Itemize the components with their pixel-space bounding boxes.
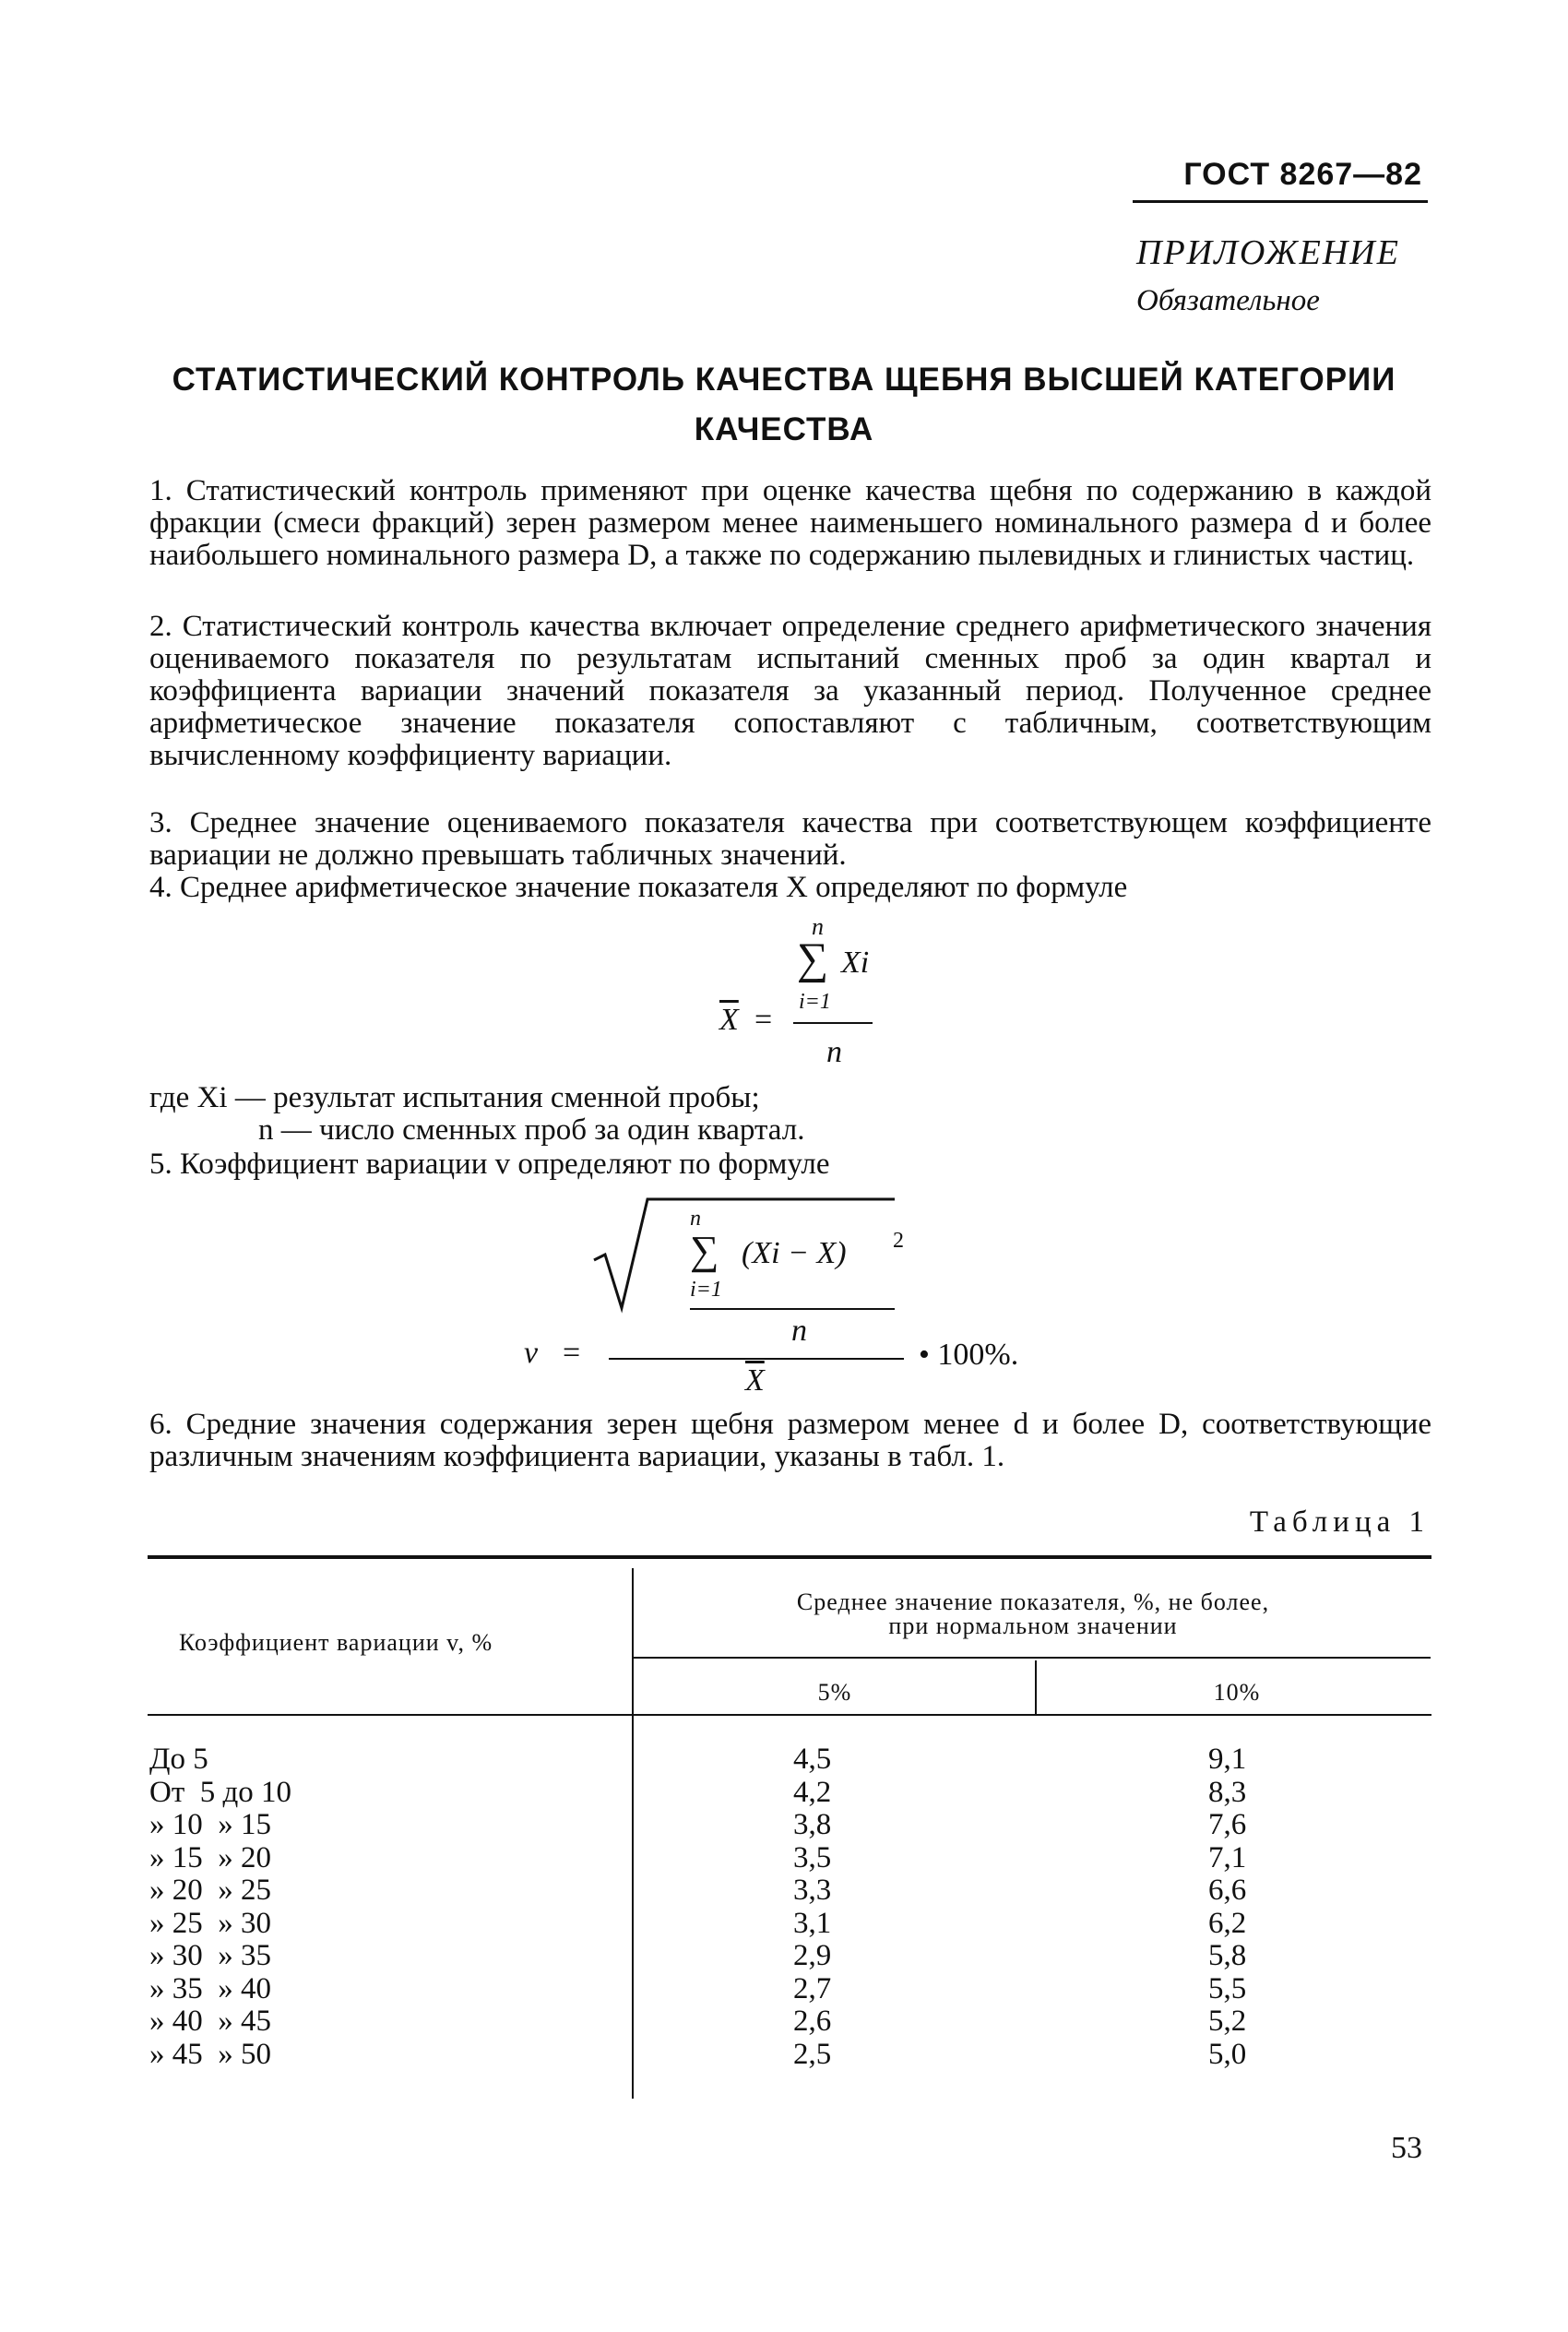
denominator: n — [826, 1035, 842, 1069]
deviation-term: (Xi − X) — [742, 1236, 847, 1270]
row-label: » 30 » 35 — [149, 1939, 271, 1972]
appendix-label: ПРИЛОЖЕНИЕ — [1136, 233, 1400, 272]
column-header-10pct: 10% — [1213, 1679, 1261, 1706]
inner-denominator: n — [791, 1314, 807, 1348]
cell-5pct: 3,8 — [793, 1808, 832, 1841]
paragraph-6: 6. Средние значения содержания зерен щебня размером менее d и более D, соответствующие различным значениям коэффициента вариации, указаны в табл. 1. — [149, 1408, 1431, 1473]
sum-term: Xi — [841, 946, 870, 980]
header-rule — [1133, 200, 1428, 203]
percent-factor: • 100%. — [919, 1338, 1019, 1372]
row-label: » 40 » 45 — [149, 2005, 271, 2038]
table-header-rule — [148, 1714, 1431, 1716]
cell-10pct: 8,3 — [1208, 1775, 1247, 1809]
equals-sign: = — [563, 1336, 581, 1370]
sum-upper-limit: n — [690, 1207, 701, 1231]
paragraph-3: 3. Среднее значение оцениваемого показателя качества при соответствующем коэффициенте вариации не должно превышать табличных значений. — [149, 806, 1431, 872]
row-label: » 45 » 50 — [149, 2037, 271, 2071]
sum-lower-limit: i=1 — [799, 990, 831, 1014]
inner-fraction-bar — [690, 1308, 895, 1310]
table-subcolumn-divider — [1035, 1660, 1037, 1714]
document-code: ГОСТ 8267—82 — [1183, 157, 1422, 192]
row-label: До 5 — [149, 1743, 208, 1776]
row-label: » 10 » 15 — [149, 1808, 271, 1841]
sigma-symbol: ∑ — [690, 1228, 719, 1273]
paragraph-1: 1. Статистический контроль применяют при оценке качества щебня по содержанию в каждой фракции (смеси фракций) зерен размером менее наименьшего номинального размера d и более наибольшего номинального размера D, а также по содержанию пылевидных и глинистых частиц. — [149, 474, 1431, 572]
row-label: » 15 » 20 — [149, 1840, 271, 1874]
square-exponent: 2 — [893, 1229, 904, 1253]
row-label: От 5 до 10 — [149, 1775, 292, 1809]
sum-lower-limit: i=1 — [690, 1278, 722, 1302]
main-fraction-bar — [609, 1358, 904, 1360]
appendix-status: Обязательное — [1136, 284, 1320, 317]
cell-5pct: 3,3 — [793, 1874, 832, 1907]
cv-symbol: v — [524, 1336, 539, 1370]
cell-5pct: 3,1 — [793, 1906, 832, 1940]
sum-upper-limit: n — [812, 913, 824, 940]
where-line-1: где Xi — результат испытания сменной пробы; — [149, 1081, 760, 1114]
cell-5pct: 2,9 — [793, 1939, 832, 1972]
cell-10pct: 5,0 — [1208, 2037, 1247, 2071]
fraction-bar — [793, 1022, 873, 1024]
paragraph-2: 2. Статистический контроль качества включает определение среднего арифметического значения оцениваемого показателя по результатам испытаний сменных проб за один квартал и коэффициента вариации значений показателя за указанный период. Полученное среднее арифметическое значение показателя сопоставляют с табличным, соответствующим вычисленному коэффициенту вариации. — [149, 610, 1431, 772]
paragraph-5: 5. Коэффициент вариации v определяют по формуле — [149, 1148, 830, 1181]
table-group-rule — [634, 1657, 1431, 1659]
cell-10pct: 6,2 — [1208, 1906, 1247, 1940]
row-label: » 25 » 30 — [149, 1906, 271, 1940]
cell-10pct: 5,5 — [1208, 1971, 1247, 2005]
paragraph-4: 4. Среднее арифметическое значение показателя X определяют по формуле — [149, 871, 1128, 904]
row-label: » 20 » 25 — [149, 1874, 271, 1907]
cell-10pct: 5,2 — [1208, 2005, 1247, 2038]
column-header-5pct: 5% — [817, 1679, 852, 1706]
cell-5pct: 2,6 — [793, 2005, 832, 2038]
cell-5pct: 2,5 — [793, 2037, 832, 2071]
mean-denominator: $\overline{X}$ — [745, 1363, 765, 1398]
page-number: 53 — [1391, 2131, 1422, 2165]
cell-10pct: 7,6 — [1208, 1808, 1247, 1841]
mean-symbol: $\overline{X}$ — [719, 1003, 739, 1037]
where-line-2: n — число сменных проб за один квартал. — [258, 1113, 805, 1147]
cell-5pct: 4,5 — [793, 1743, 832, 1776]
cell-10pct: 6,6 — [1208, 1874, 1247, 1907]
row-label: » 35 » 40 — [149, 1971, 271, 2005]
cell-5pct: 2,7 — [793, 1971, 832, 2005]
column-header-coefficient: Коэффициент вариации v, % — [179, 1629, 493, 1656]
column-group-header-line1: Среднее значение показателя, %, не более, — [796, 1588, 1270, 1615]
equals-sign: = — [754, 1003, 773, 1037]
cell-5pct: 3,5 — [793, 1840, 832, 1874]
page-title: СТАТИСТИЧЕСКИЙ КОНТРОЛЬ КАЧЕСТВА ЩЕБНЯ ВЫСШЕЙ КАТЕГОРИИ КАЧЕСТВА — [172, 362, 1396, 447]
cell-10pct: 9,1 — [1208, 1743, 1247, 1776]
cell-10pct: 7,1 — [1208, 1840, 1247, 1874]
column-group-header-line2: при нормальном значении — [888, 1612, 1178, 1639]
sigma-symbol: ∑ — [797, 934, 829, 983]
table-caption: Таблица 1 — [1249, 1505, 1430, 1539]
table-top-rule — [148, 1555, 1431, 1559]
cell-5pct: 4,2 — [793, 1775, 832, 1809]
cell-10pct: 5,8 — [1208, 1939, 1247, 1972]
